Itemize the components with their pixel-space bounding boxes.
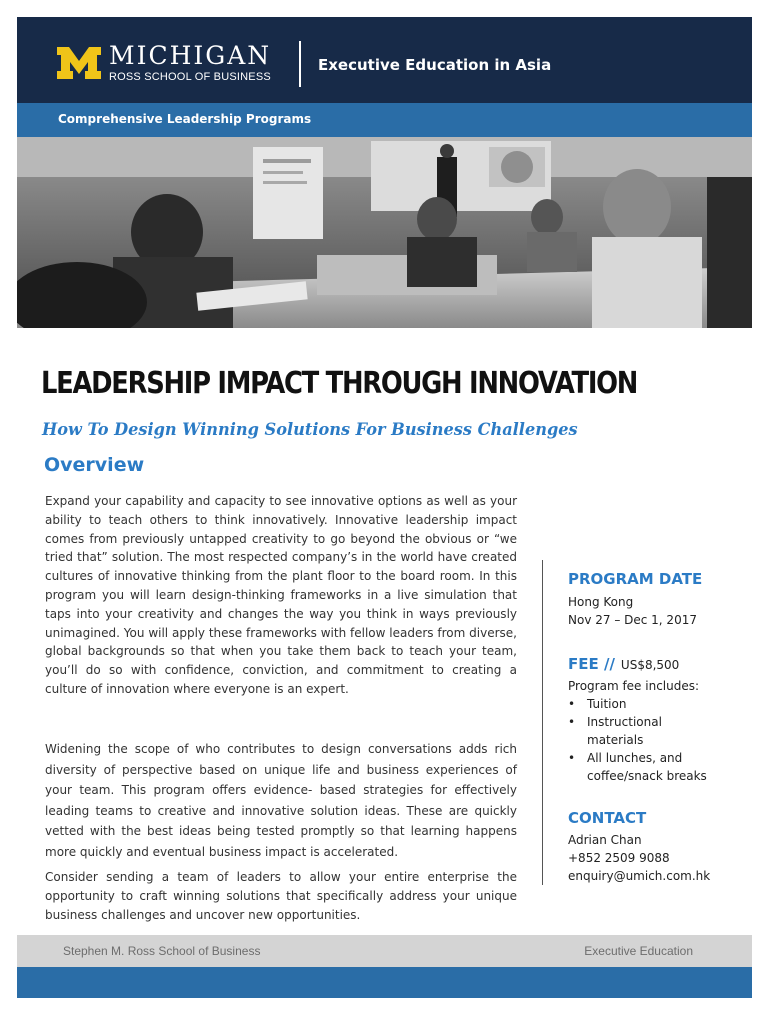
michigan-block-m-logo xyxy=(57,47,101,79)
footer-department: Executive Education xyxy=(584,944,693,958)
page-subtitle: How To Design Winning Solutions For Business Challenges xyxy=(42,420,578,440)
classroom-photo xyxy=(17,137,752,328)
fee-item-materials: • Instructional materials xyxy=(568,713,718,749)
contact-heading: CONTACT xyxy=(568,809,647,827)
header-title: Executive Education in Asia xyxy=(318,56,552,74)
program-dates: Nov 27 – Dec 1, 2017 xyxy=(568,613,697,627)
program-category-bar xyxy=(17,103,752,137)
logo-subtitle: ROSS SCHOOL OF BUSINESS xyxy=(109,71,271,83)
bottom-accent-bar xyxy=(17,967,752,998)
logo-wordmark: MICHIGAN xyxy=(109,41,272,70)
fee-amount: US$8,500 xyxy=(620,658,680,672)
fee-includes-list xyxy=(568,695,718,785)
overview-heading: Overview xyxy=(44,454,145,476)
overview-paragraph-2: Widening the scope of who contributes to design conversations adds rich diversity of perspective based on unique life and business experiences of your team. This program offers evidence- based strategies for effectively leading teams to creative and innovative solution ideas. These are quickly vetted with the best ideas being tested promptly so that learning happens more quickly and eventual business impact is accelerated. xyxy=(45,742,517,859)
footer-bar xyxy=(17,935,752,967)
page-title: LEADERSHIP IMPACT THROUGH INNOVATION xyxy=(41,366,638,401)
fee-item-meals: • All lunches, and coffee/snack breaks xyxy=(568,749,718,785)
overview-paragraph-1: Expand your capability and capacity to see innovative options as well as your ability to teach others to think innovatively. Innovative leadership impact comes from previously untapped creativity to go beyond the obvious or “we tried that” solution. The most respected company’s in the world have created cultures of innovative thinking from the plant floor to the board room. In this program you will learn design-thinking frameworks in a live simulation that taps into your creativity and changes the way you think in ways previously unimagined. You will apply these frameworks with fellow leaders from diverse, global backgrounds so that when you take them back to teach your team, you’ll do so with confidence, conviction, and commitment to creating a culture of innovation where everyone is an expert. xyxy=(45,494,517,696)
footer-school-name: Stephen M. Ross School of Business xyxy=(63,944,261,958)
program-location: Hong Kong xyxy=(568,595,634,609)
header-banner xyxy=(17,17,752,103)
contact-email: enquiry@umich.com.hk xyxy=(568,869,711,883)
program-category-label: Comprehensive Leadership Programs xyxy=(58,112,312,126)
contact-name: Adrian Chan xyxy=(568,833,642,847)
program-date-heading: PROGRAM DATE xyxy=(568,570,703,588)
fee-heading-row xyxy=(568,655,679,673)
overview-paragraph-3: Consider sending a team of leaders to allow your entire enterprise the opportunity to craft winning solutions that specifically address your unique business challenges and uncover new opportunities. xyxy=(45,870,517,922)
fee-heading: FEE // xyxy=(568,655,615,673)
contact-phone: +852 2509 9088 xyxy=(568,851,670,865)
fee-item-tuition: • Tuition xyxy=(568,695,718,713)
sidebar-divider xyxy=(542,560,543,885)
fee-includes-label: Program fee includes: xyxy=(568,679,700,693)
header-divider xyxy=(299,41,301,87)
